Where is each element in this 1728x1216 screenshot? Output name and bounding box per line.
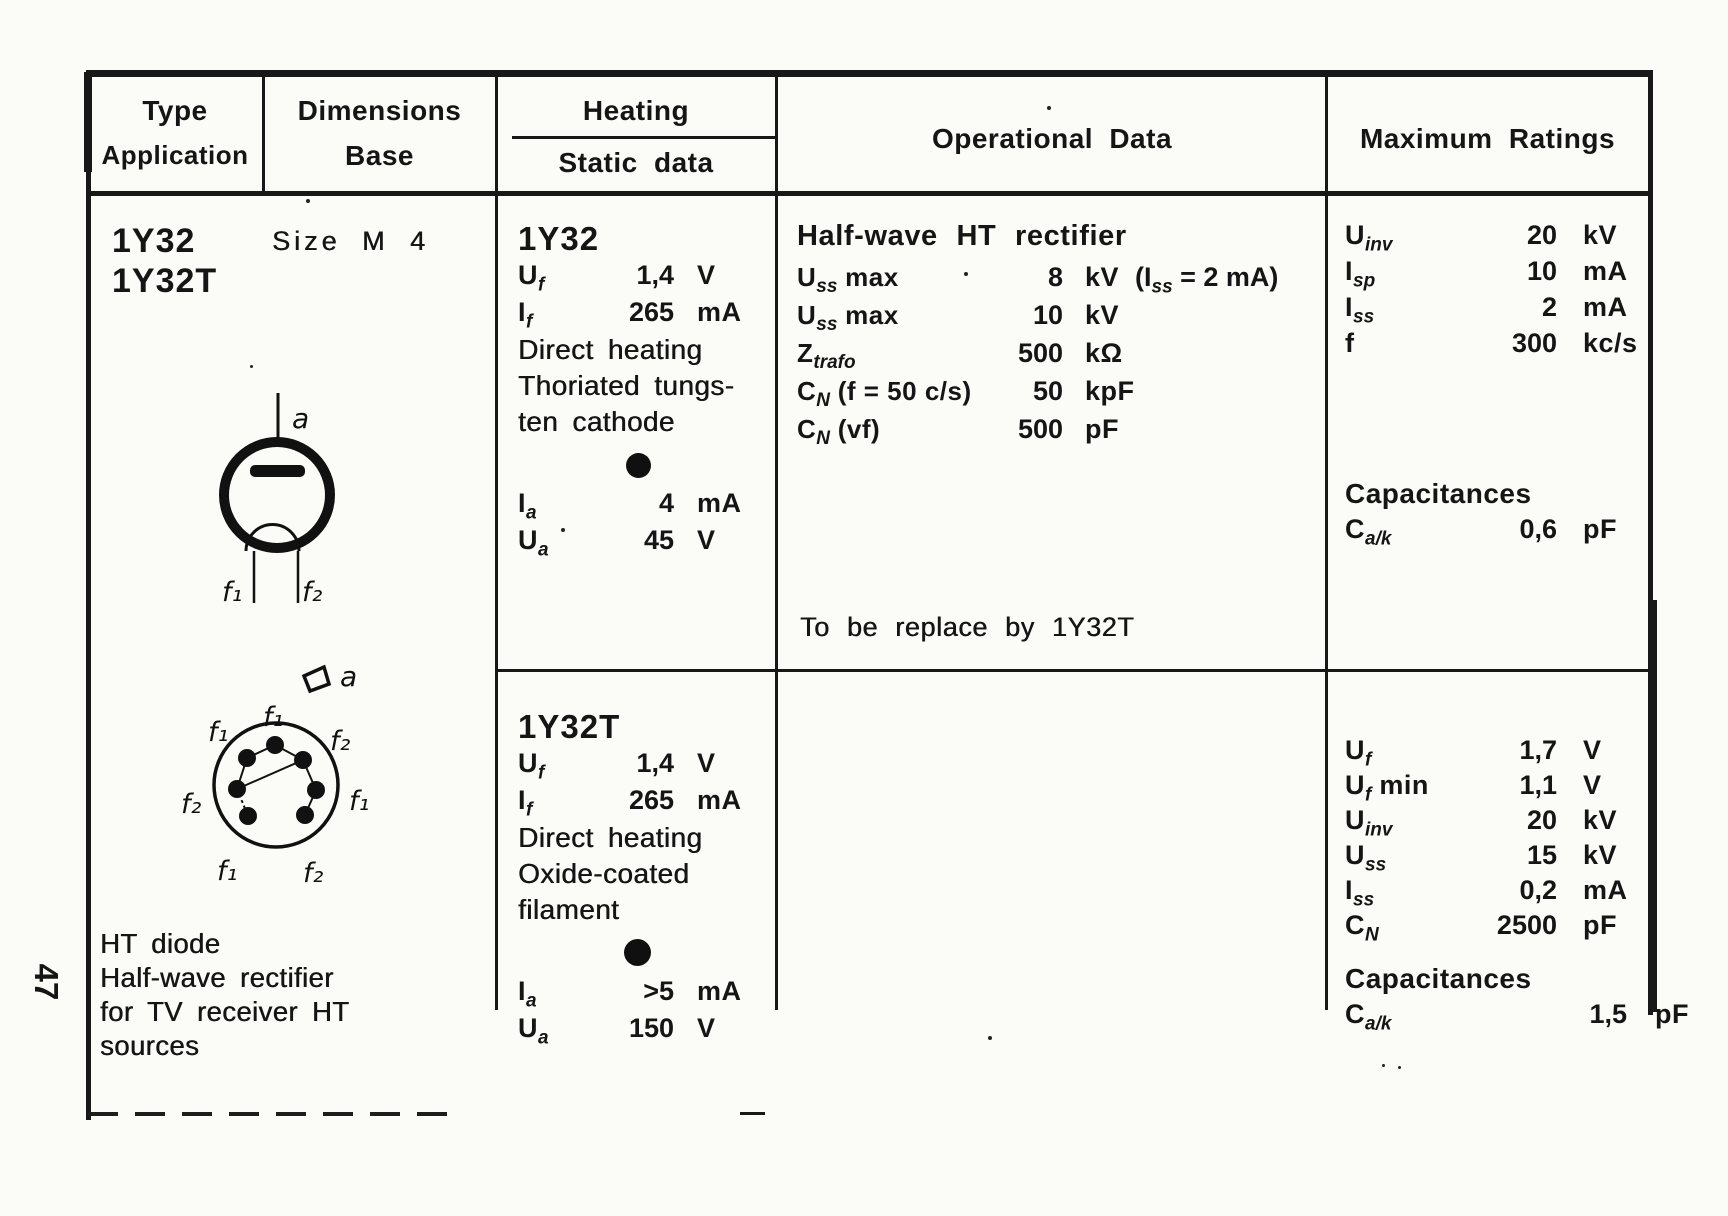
row-value: 265 (628, 297, 674, 327)
text-line: Half-wave rectifier (100, 962, 334, 993)
row-label: $U_a$ (518, 1013, 549, 1049)
page-number: 47 (28, 963, 65, 1001)
row-unit: V (1583, 770, 1602, 800)
data-row (1345, 256, 1665, 292)
row-value: 500 (1017, 414, 1063, 444)
row-unit: mA (697, 488, 742, 518)
heating-rows (518, 748, 768, 822)
text-line: sources (100, 1030, 200, 1061)
bullet-row (518, 442, 768, 488)
max-rows (1345, 735, 1665, 945)
data-row (797, 338, 1332, 376)
row-unit: kV (1085, 262, 1120, 292)
capacitances-title: Capacitances (1345, 478, 1532, 509)
static-rows (518, 976, 768, 1050)
data-row (518, 785, 768, 822)
row-unit: kc/s (1583, 328, 1638, 358)
row-value: 4 (658, 488, 674, 518)
scan-speckle (1382, 1064, 1385, 1067)
text-line: Oxide-coated (518, 858, 690, 889)
anode-cap-square (304, 667, 329, 691)
row-unit: kV (1583, 220, 1618, 250)
row-label: $I_a$ (518, 488, 537, 524)
row-value: 8 (1047, 262, 1063, 292)
row-unit: pF (1085, 414, 1119, 444)
data-row (518, 1013, 768, 1050)
replacement-note: To be replace by 1Y32T (800, 612, 1135, 642)
row-label: f (1345, 328, 1355, 358)
header-maximum-ratings: Maximum Ratings (1359, 123, 1616, 154)
row-unit: pF (1583, 910, 1617, 940)
row-unit: kΩ (1085, 338, 1123, 368)
data-row (1345, 514, 1665, 550)
text-line: for TV receiver HT (100, 996, 350, 1027)
row-unit: V (1583, 735, 1602, 765)
scan-speckle (988, 1036, 992, 1040)
row-label: $I_{sp}$ (1345, 256, 1376, 292)
row-label: $C_N$ (vf) (797, 414, 881, 450)
application-description (100, 928, 460, 1064)
text-line: Direct heating (518, 334, 703, 365)
data-row (1345, 735, 1665, 770)
data-row (1345, 805, 1665, 840)
row-label: $U_{ss}$ max (797, 262, 899, 298)
pin-label-left: f₂ (181, 789, 202, 820)
anode-label: a (340, 660, 358, 693)
row-value: 300 (1511, 328, 1557, 358)
row-value: 1,7 (1519, 735, 1557, 765)
row-value: 2 (1541, 292, 1557, 322)
scan-speckle (964, 272, 968, 276)
data-row (797, 300, 1332, 338)
type-name-1y32t: 1Y32T (112, 262, 218, 300)
pin-label-upper-left: f₁ (208, 717, 229, 748)
bullet-dot-icon (626, 453, 651, 478)
data-row (797, 414, 1332, 452)
data-row (1345, 910, 1665, 945)
row-value: 1,1 (1519, 770, 1557, 800)
scan-speckle (1398, 1066, 1401, 1069)
data-row (1345, 770, 1665, 805)
row-label: $I_{ss}$ (1345, 875, 1375, 911)
scan-speckle (561, 528, 565, 532)
row-label: $U_f$ (518, 748, 545, 784)
base-pinout-diagram (165, 638, 395, 898)
scan-speckle (1047, 106, 1051, 110)
row-unit: pF (1655, 999, 1689, 1029)
operational-title: Half-wave HT rectifier (797, 220, 1127, 252)
tube-symbol-diagram (180, 358, 380, 613)
header-dimensions: Dimensions (297, 95, 462, 126)
row-label: $C_N$ (1345, 910, 1379, 946)
row-value: 1,5 (1589, 999, 1627, 1029)
table-border-top (86, 70, 1653, 77)
row-value: >5 (643, 976, 674, 1006)
heating-notes (518, 334, 768, 442)
divider-operational-max (1325, 77, 1328, 1010)
row-unit: kV (1583, 805, 1618, 835)
data-row (797, 376, 1332, 414)
capacitance-rows (1345, 514, 1665, 550)
row-label: $U_f$ (1345, 735, 1372, 771)
heating-section-1y32 (518, 220, 768, 562)
data-row (518, 976, 768, 1013)
text-line: ten cathode (518, 406, 675, 437)
filament-label-f2: f₂ (302, 577, 323, 608)
operational-rows (797, 262, 1332, 452)
data-row (1345, 875, 1665, 910)
heating-section-1y32t (518, 708, 768, 1050)
tube-envelope (224, 442, 330, 548)
operational-section-1y32 (797, 220, 1332, 452)
filament-label-f1: f₁ (222, 577, 243, 608)
row-label: $C_N$ (f = 50 c/s) (797, 376, 972, 412)
row-label: $I_a$ (518, 976, 537, 1012)
anode-label: a (292, 402, 310, 435)
scan-speckle (306, 199, 310, 203)
text-line: Thoriated tungs- (518, 370, 735, 401)
header-static-data: Static data (558, 147, 714, 178)
header-type: Type (142, 95, 208, 126)
text-line: Direct heating (518, 822, 703, 853)
section-title: 1Y32 (518, 220, 600, 257)
header-operational-data: Operational Data (931, 123, 1173, 154)
row-label: $U_{ss}$ max (797, 300, 899, 336)
row-unit: V (697, 260, 716, 290)
data-row (518, 297, 768, 334)
row-label: $U_f$ (518, 260, 545, 296)
data-row (518, 488, 768, 525)
heating-rows (518, 260, 768, 334)
row-value: 20 (1526, 805, 1557, 835)
row-value: 1,4 (636, 260, 674, 290)
row-divider-heating (498, 669, 775, 672)
header-bottom-line (86, 191, 1653, 196)
row-value: 1,4 (636, 748, 674, 778)
data-row (518, 748, 768, 785)
row-value: 50 (1032, 376, 1063, 406)
row-unit: V (697, 748, 716, 778)
divider-base-heating (495, 77, 498, 1010)
row-value: 265 (628, 785, 674, 815)
row-value: 2500 (1496, 910, 1557, 940)
max-ratings-1y32 (1345, 220, 1665, 550)
size-label: Size M 4 (272, 226, 430, 256)
table-border-left (86, 70, 91, 1120)
pin-label-bottom-left: f₁ (217, 856, 238, 887)
scan-dash-line (88, 1112, 458, 1116)
row-value: 150 (628, 1013, 674, 1043)
anode-bar (250, 465, 305, 477)
row-unit: mA (697, 297, 742, 327)
text-line: filament (518, 894, 620, 925)
row-label: $U_{inv}$ (1345, 220, 1393, 256)
max-rows (1345, 220, 1665, 364)
row-unit: mA (1583, 256, 1628, 286)
row-label: $Z_{trafo}$ (797, 338, 856, 374)
row-unit: mA (697, 785, 742, 815)
header-heating: Heating (582, 95, 690, 126)
row-label: $U_a$ (518, 525, 549, 561)
data-row (518, 525, 768, 562)
row-unit: kpF (1085, 376, 1135, 406)
row-value: 10 (1526, 256, 1557, 286)
header-base: Base (345, 140, 414, 171)
text-line: HT diode (100, 928, 221, 959)
row-label: $C_{a/k}$ (1345, 514, 1392, 550)
scan-speckle (250, 365, 253, 368)
row-value: 45 (643, 525, 674, 555)
static-rows (518, 488, 768, 562)
section-title: 1Y32T (518, 708, 621, 745)
row-unit: V (697, 525, 716, 555)
row-label: $C_{a/k}$ (1345, 999, 1392, 1035)
row-value: 10 (1032, 300, 1063, 330)
data-row (1345, 292, 1665, 328)
row-label: $U_{ss}$ (1345, 840, 1387, 876)
row-value: 0,2 (1519, 875, 1557, 905)
pin-label-upper-right: f₂ (330, 726, 351, 757)
row-label: $I_{ss}$ (1345, 292, 1375, 328)
header-application: Application (101, 140, 249, 170)
max-ratings-1y32t (1345, 735, 1689, 1035)
bullet-dot-icon (624, 939, 651, 966)
scan-dash-fragment (740, 1112, 765, 1115)
row-divider-operational (778, 669, 1325, 672)
row-unit: mA (1583, 875, 1628, 905)
type-name-1y32: 1Y32 (112, 222, 196, 260)
data-row (1345, 328, 1665, 364)
row-unit: mA (1583, 292, 1628, 322)
row-unit: mA (697, 976, 742, 1006)
row-label: $U_{inv}$ (1345, 805, 1393, 841)
data-row (1345, 220, 1665, 256)
heating-notes (518, 822, 768, 930)
row-unit: pF (1583, 514, 1617, 544)
row-label: $U_f$ min (1345, 770, 1429, 806)
row-unit: V (697, 1013, 716, 1043)
data-row (1345, 840, 1665, 875)
row-value: 20 (1526, 220, 1557, 250)
row-label: $I_f$ (518, 785, 533, 821)
divider-heating-operational (775, 77, 778, 1010)
row-label: $I_f$ (518, 297, 533, 333)
pin-dots (228, 736, 325, 825)
row-unit: kV (1085, 300, 1120, 330)
capacitances-title: Capacitances (1345, 963, 1532, 994)
row-unit: kV (1583, 840, 1618, 870)
capacitance-rows (1345, 999, 1689, 1035)
pin-label-bottom-right: f₂ (303, 858, 324, 889)
pin-label-top: f₁ (263, 702, 284, 733)
row-divider-max (1328, 669, 1648, 672)
bullet-row (518, 930, 768, 976)
data-row (1345, 999, 1689, 1035)
row-value: 0,6 (1519, 514, 1557, 544)
heating-underline (512, 136, 775, 139)
row-note: ($I_{ss} = 2$ mA) (1135, 262, 1279, 298)
row-value: 15 (1526, 840, 1557, 870)
pin-label-right: f₁ (349, 786, 370, 817)
data-row (518, 260, 768, 297)
data-row (797, 262, 1332, 300)
row-value: 500 (1017, 338, 1063, 368)
